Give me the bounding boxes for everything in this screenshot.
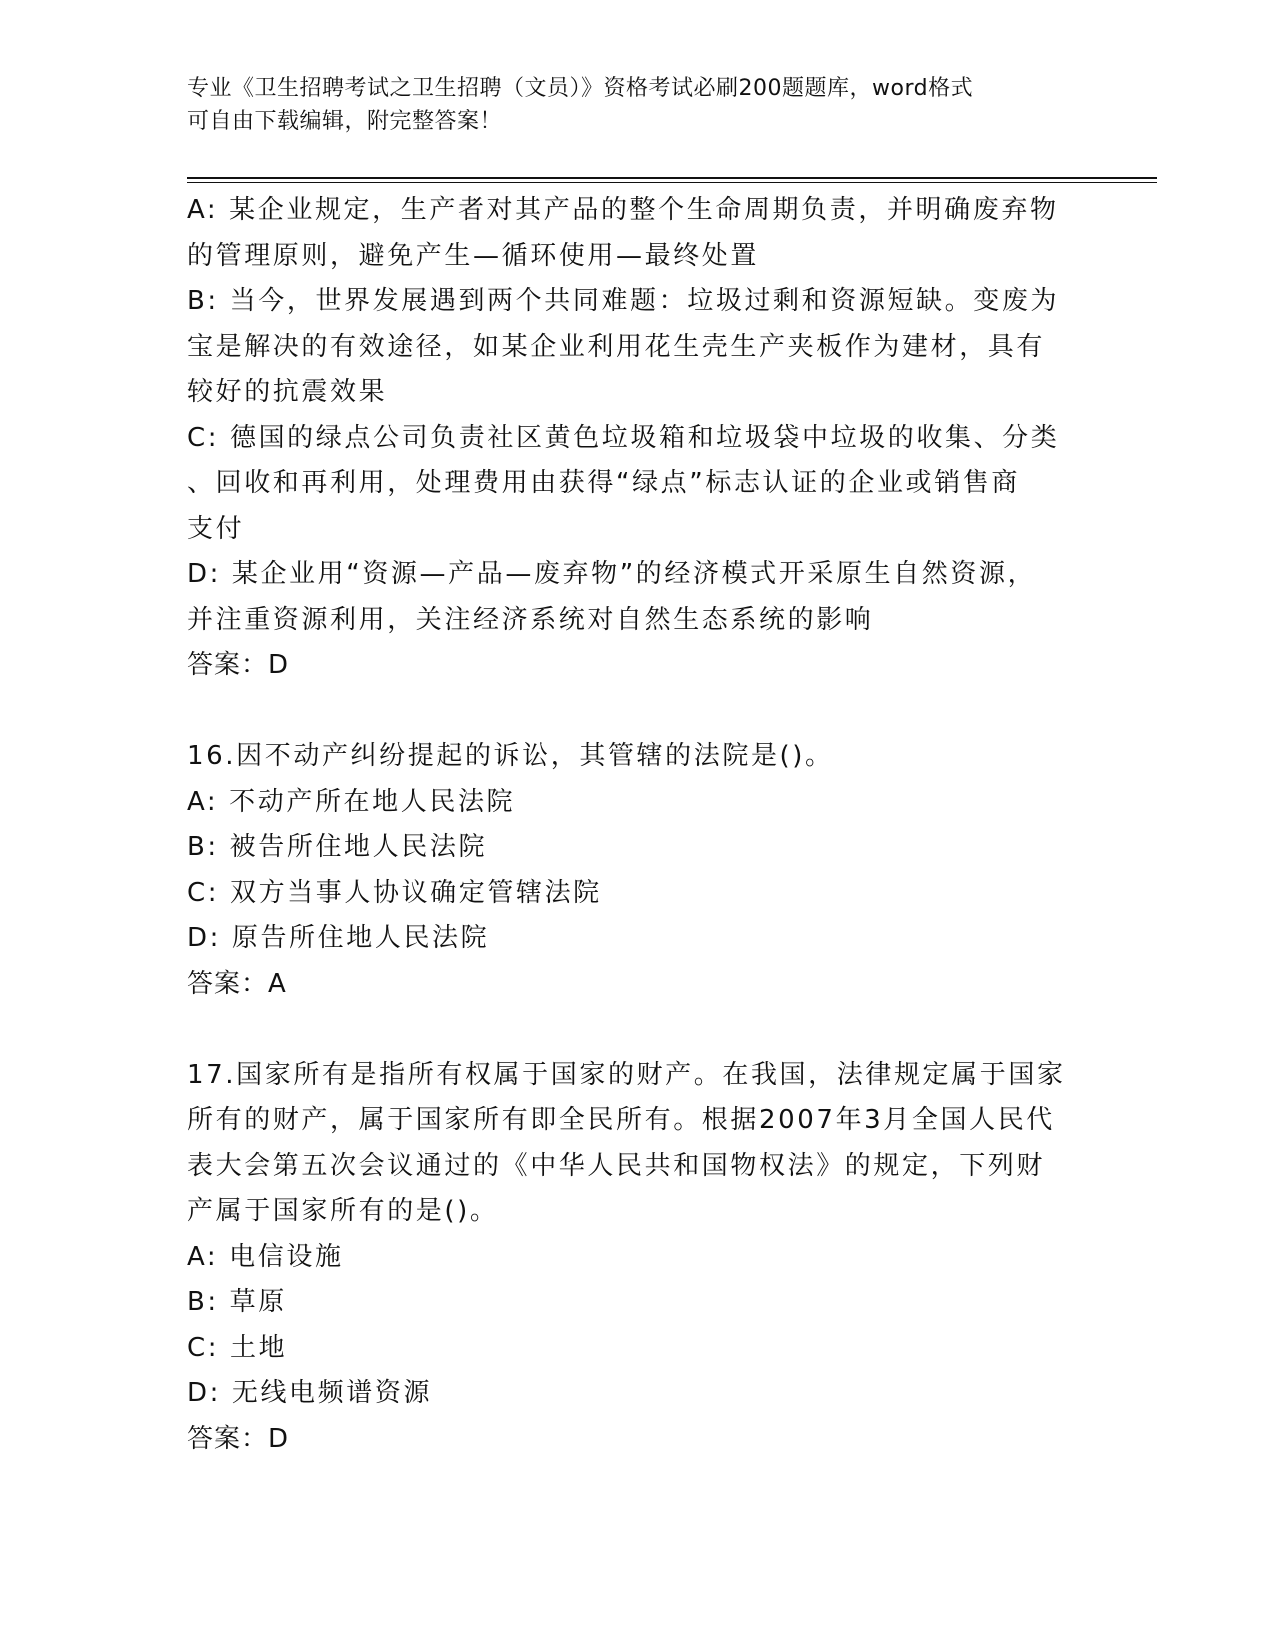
option-text-line: D: 某企业用“资源—产品—废弃物”的经济模式开采原生自然资源， <box>187 559 1037 589</box>
option-text-line: 并注重资源利用，关注经济系统对自然生态系统的影响 <box>187 604 874 635</box>
option-b: B: 草原 <box>187 1287 287 1317</box>
option-text-line: 支付 <box>187 513 245 544</box>
question-text-line: 产属于国家所有的是()。 <box>187 1196 499 1226</box>
question-content <box>187 188 1087 1462</box>
answer-label: 答案：A <box>187 968 287 999</box>
option-d <box>187 552 1087 643</box>
option-b <box>187 279 1087 416</box>
option-d: D: 无线电频谱资源 <box>187 1378 433 1408</box>
option-c: C: 双方当事人协议确定管辖法院 <box>187 877 602 908</box>
question-17-block <box>187 1053 1087 1463</box>
option-d: D: 原告所住地人民法院 <box>187 923 490 953</box>
header-divider-thick <box>187 177 1157 179</box>
document-header <box>187 72 1087 138</box>
question-text-line: 表大会第五次会议通过的《中华人民共和国物权法》的规定，下列财 <box>187 1150 1046 1181</box>
option-text-line: A: 某企业规定，生产者对其产品的整个生命周期负责，并明确废弃物 <box>187 195 1059 225</box>
option-text-line: C: 德国的绿点公司负责社区黄色垃圾箱和垃圾袋中垃圾的收集、分类 <box>187 422 1060 453</box>
question-15-block <box>187 188 1087 689</box>
option-text-line: B: 当今，世界发展遇到两个共同难题：垃圾过剩和资源短缺。变废为 <box>187 286 1060 316</box>
option-c: C: 土地 <box>187 1332 288 1363</box>
answer-label: 答案：D <box>187 650 290 680</box>
option-b: B: 被告所住地人民法院 <box>187 832 488 862</box>
spacer <box>187 689 1087 735</box>
question-text-line: 17.国家所有是指所有权属于国家的财产。在我国，法律规定属于国家 <box>187 1059 1066 1090</box>
header-title-line-2: 可自由下载编辑，附完整答案！ <box>187 109 503 134</box>
option-a: A: 不动产所在地人民法院 <box>187 786 516 817</box>
option-a: A: 电信设施 <box>187 1241 344 1272</box>
question-text-line: 所有的财产，属于国家所有即全民所有。根据2007年3月全国人民代 <box>187 1105 1055 1135</box>
spacer <box>187 1007 1087 1053</box>
question-16-block <box>187 734 1087 1007</box>
option-a <box>187 188 1087 279</box>
answer-label: 答案：D <box>187 1423 290 1454</box>
header-divider-thin <box>187 182 1157 183</box>
option-c <box>187 416 1087 553</box>
option-text-line: 、回收和再利用，处理费用由获得“绿点”标志认证的企业或销售商 <box>187 468 1020 498</box>
question-text: 16.因不动产纠纷提起的诉讼，其管辖的法院是()。 <box>187 741 834 771</box>
header-title-line-1: 专业《卫生招聘考试之卫生招聘（文员）》资格考试必刷200题题库，word格式 <box>187 76 974 101</box>
option-text-line: 的管理原则，避免产生—循环使用—最终处置 <box>187 240 760 271</box>
option-text-line: 宝是解决的有效途径，如某企业利用花生壳生产夹板作为建材，具有 <box>187 331 1046 362</box>
option-text-line: 较好的抗震效果 <box>187 377 388 407</box>
